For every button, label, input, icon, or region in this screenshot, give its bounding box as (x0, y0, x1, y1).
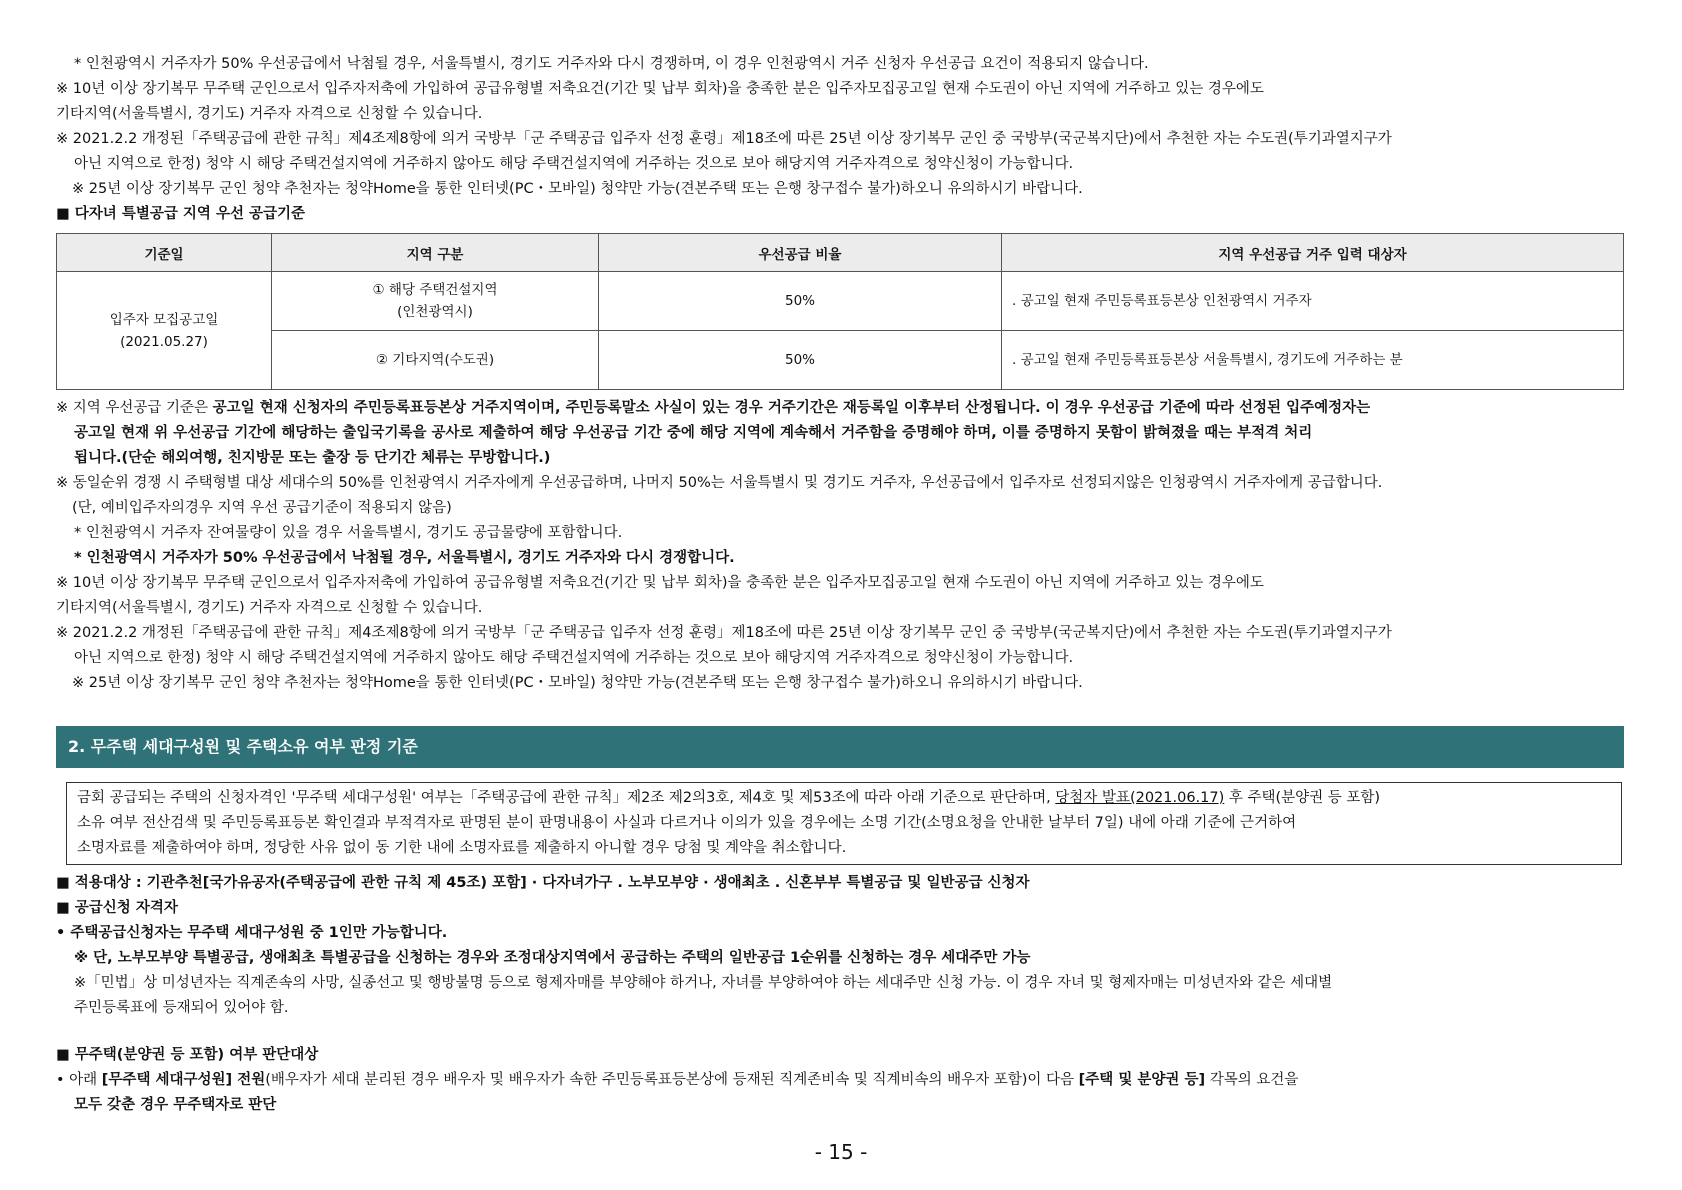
no-house-title: ■ 무주택(분양권 등 포함) 여부 판단대상 (56, 1047, 319, 1063)
column-header: 기준일 (57, 234, 272, 272)
region-sub: (인천광역시) (397, 304, 473, 320)
table-title: ■ 다자녀 특별공급 지역 우선 공급기준 (56, 206, 306, 222)
target-cell: . 공고일 현재 주민등록표등본상 서울특별시, 경기도에 거주하는 분 (1002, 331, 1624, 390)
note-line: 아닌 지역으로 한정) 청약 시 해당 주택건설지역에 거주하지 않아도 해당 주택건설지역에 거주하는 것으로 보아 해당지역 거주자격으로 청약신청이 가능합니다. (74, 650, 1074, 666)
note-line: ※ 2021.2.2 개정된「주택공급에 관한 규칙」제4조제8항에 의거 국방부「군 주택공급 입주자 선정 훈령」제18조에 따른 25년 이상 장기복무 군인 중 국방부(국군복지단)에서 추천한 자는 수도권(투기과열지구가 (56, 131, 1392, 147)
table-header-row (57, 234, 1624, 272)
priority-supply-table (56, 233, 1624, 390)
note-line (56, 396, 1626, 421)
box-line: 소명자료를 제출하여야 하며, 정당한 사유 없이 동 기한 내에 소명자료를 제출하지 아니할 경우 당첨 및 계약을 취소합니다. (77, 840, 847, 856)
priority-notes (56, 396, 1626, 696)
note-line: ※ 10년 이상 장기복무 무주택 군인으로서 입주자저축에 가입하여 공급유형별 저축요건(기간 및 납부 회차)을 충족한 분은 입주자모집공고일 현재 수도권이 아닌 지역에 거주하고 있는 경우에도 (56, 81, 1264, 97)
qualification-title: ■ 공급신청 자격자 (56, 900, 178, 916)
region-cell: ② 기타지역(수도권) (272, 331, 599, 390)
note-line: ※ 25년 이상 장기복무 군인 청약 추천자는 청약Home을 통한 인터넷(PC・모바일) 청약만 가능(견본주택 또는 은행 창구접수 불가)하오니 유의하시기 바랍니다. (72, 675, 1083, 691)
note-line: * 인천광역시 거주자 잔여물량이 있을 경우 서울특별시, 경기도 공급물량에 포함합니다. (74, 525, 623, 541)
note-line: 아닌 지역으로 한정) 청약 시 해당 주택건설지역에 거주하지 않아도 해당 주택건설지역에 거주하는 것으로 보아 해당지역 거주자격으로 청약신청이 가능합니다. (74, 156, 1074, 172)
page-number: - 15 - (814, 1140, 868, 1164)
ratio-cell: 50% (599, 272, 1002, 331)
box-line (77, 786, 1611, 811)
apply-target: ■ 적용대상 : 기관추천[국가유공자(주택공급에 관한 규칙 제 45조) 포함] · 다자녀가구 . 노부모부양 · 생애최초 . 신혼부부 특별공급 및 일반공급 신청자 (56, 875, 1030, 891)
box-line: 소유 여부 전산검색 및 주민등록표등본 확인결과 부적격자로 판명된 분이 판명내용이 사실과 다르거나 이의가 있을 경우에는 소명 기간(소명요청을 안내한 날부터 7일) 내에 아래 기준에 근거하여 (77, 815, 1297, 831)
note-line: 모두 갖춘 경우 무주택자로 판단 (74, 1097, 277, 1113)
note-bold: 공고일 현재 신청자의 주민등록표등본상 거주지역이며, 주민등록말소 사실이 있는 경우 거주기간은 재등록일 이후부터 산정됩니다. 이 경우 우선공급 기준에 따라 선정된 입주예정자는 (212, 400, 1371, 416)
document-page (56, 52, 1626, 1118)
region-label: ① 해당 주택건설지역 (372, 282, 498, 298)
base-date-value: (2021.05.27) (120, 333, 208, 350)
text-bold: [주택 및 분양권 등] (1078, 1072, 1206, 1088)
column-header: 우선공급 비율 (599, 234, 1002, 272)
note-line: (단, 예비입주자의경우 지역 우선 공급기준이 적용되지 않음) (72, 500, 452, 516)
base-date-label: 입주자 모집공고일 (109, 311, 219, 328)
note-text: ※ 지역 우선공급 기준은 (56, 400, 213, 416)
section-heading: 2. 무주택 세대구성원 및 주택소유 여부 판정 기준 (56, 726, 1624, 768)
text: • 아래 (56, 1072, 102, 1088)
note-line: ※ 10년 이상 장기복무 무주택 군인으로서 입주자저축에 가입하여 공급유형별 저축요건(기간 및 납부 회차)을 충족한 분은 입주자모집공고일 현재 수도권이 아닌 지역에 거주하고 있는 경우에도 (56, 575, 1264, 591)
note-line: 기타지역(서울특별시, 경기도) 거주자 자격으로 신청할 수 있습니다. (56, 106, 483, 122)
table-row (57, 331, 1624, 390)
note-line: ※ 2021.2.2 개정된「주택공급에 관한 규칙」제4조제8항에 의거 국방부「군 주택공급 입주자 선정 훈령」제18조에 따른 25년 이상 장기복무 군인 중 국방부(국군복지단)에서 추천한 자는 수도권(투기과열지구가 (56, 625, 1392, 641)
announcement-date: 당첨자 발표(2021.06.17) (1055, 790, 1225, 806)
note-line: 기타지역(서울특별시, 경기도) 거주자 자격으로 신청할 수 있습니다. (56, 600, 483, 616)
note-line: 공고일 현재 위 우선공급 기간에 해당하는 출입국기록을 공사로 제출하여 해당 우선공급 기간 중에 해당 지역에 계속해서 거주함을 증명해야 하며, 이를 증명하지 못함이 밝혀졌을 때는 부적격 처리 (74, 425, 1313, 441)
target-cell: . 공고일 현재 주민등록표등본상 인천광역시 거주자 (1002, 272, 1624, 331)
ratio-cell: 50% (599, 331, 1002, 390)
base-date-cell (57, 272, 272, 390)
top-notes (56, 52, 1626, 202)
text-bold: [무주택 세대구성원] 전원 (101, 1072, 266, 1088)
note-line: * 인천광역시 거주자가 50% 우선공급에서 낙첨될 경우, 서울특별시, 경기도 거주자와 다시 경쟁합니다. (74, 550, 735, 566)
notice-box (66, 782, 1622, 865)
table-row (57, 272, 1624, 331)
text: 각목의 요건을 (1205, 1072, 1299, 1088)
text: (배우자가 세대 분리된 경우 배우자 및 배우자가 속한 주민등록표등본상에 등재된 직계존비속 및 직계비속의 배우자 포함)이 다음 (265, 1072, 1079, 1088)
section2-body (56, 871, 1626, 1118)
note-line: * 인천광역시 거주자가 50% 우선공급에서 낙첨될 경우, 서울특별시, 경기도 거주자와 다시 경쟁하며, 이 경우 인천광역시 거주 신청자 우선공급 요건이 적용되지 않습니다. (74, 56, 1149, 72)
note-line: ※ 25년 이상 장기복무 군인 청약 추천자는 청약Home을 통한 인터넷(PC・모바일) 청약만 가능(견본주택 또는 은행 창구접수 불가)하오니 유의하시기 바랍니다. (72, 181, 1083, 197)
bullet-item (56, 1068, 1626, 1093)
column-header: 지역 구분 (272, 234, 599, 272)
note-line: ※ 동일순위 경쟁 시 주택형별 대상 세대수의 50%를 인천광역시 거주자에게 우선공급하며, 나머지 50%는 서울특별시 및 경기도 거주자, 우선공급에서 입주자로 선정되지않은 인청광역시 거주자에게 공급합니다. (56, 475, 1383, 491)
region-cell (272, 272, 599, 331)
box-text: 금회 공급되는 주택의 신청자격인 '무주택 세대구성원' 여부는「주택공급에 관한 규칙」제2조 제2의3호, 제4호 및 제53조에 따라 아래 기준으로 판단하며, (77, 790, 1056, 806)
note-line: 됩니다.(단순 해외여행, 친지방문 또는 출장 등 단기간 체류는 무방합니다.) (74, 450, 551, 466)
note-line: ※「민법」상 미성년자는 직계존속의 사망, 실종선고 및 행방불명 등으로 형제자매를 부양해야 하거나, 자녀를 부양하여야 하는 세대주만 신청 가능. 이 경우 자녀 및 형제자매는 미성년자와 같은 세대별 (74, 975, 1333, 991)
bullet-item: • 주택공급신청자는 무주택 세대구성원 중 1인만 가능합니다. (56, 925, 448, 941)
note-line: ※ 단, 노부모부양 특별공급, 생애최초 특별공급을 신청하는 경우와 조정대상지역에서 공급하는 주택의 일반공급 1순위를 신청하는 경우 세대주만 가능 (74, 950, 1031, 966)
note-line: 주민등록표에 등재되어 있어야 함. (74, 1000, 289, 1016)
column-header: 지역 우선공급 거주 입력 대상자 (1002, 234, 1624, 272)
box-text: 후 주택(분양권 등 포함) (1224, 790, 1381, 806)
